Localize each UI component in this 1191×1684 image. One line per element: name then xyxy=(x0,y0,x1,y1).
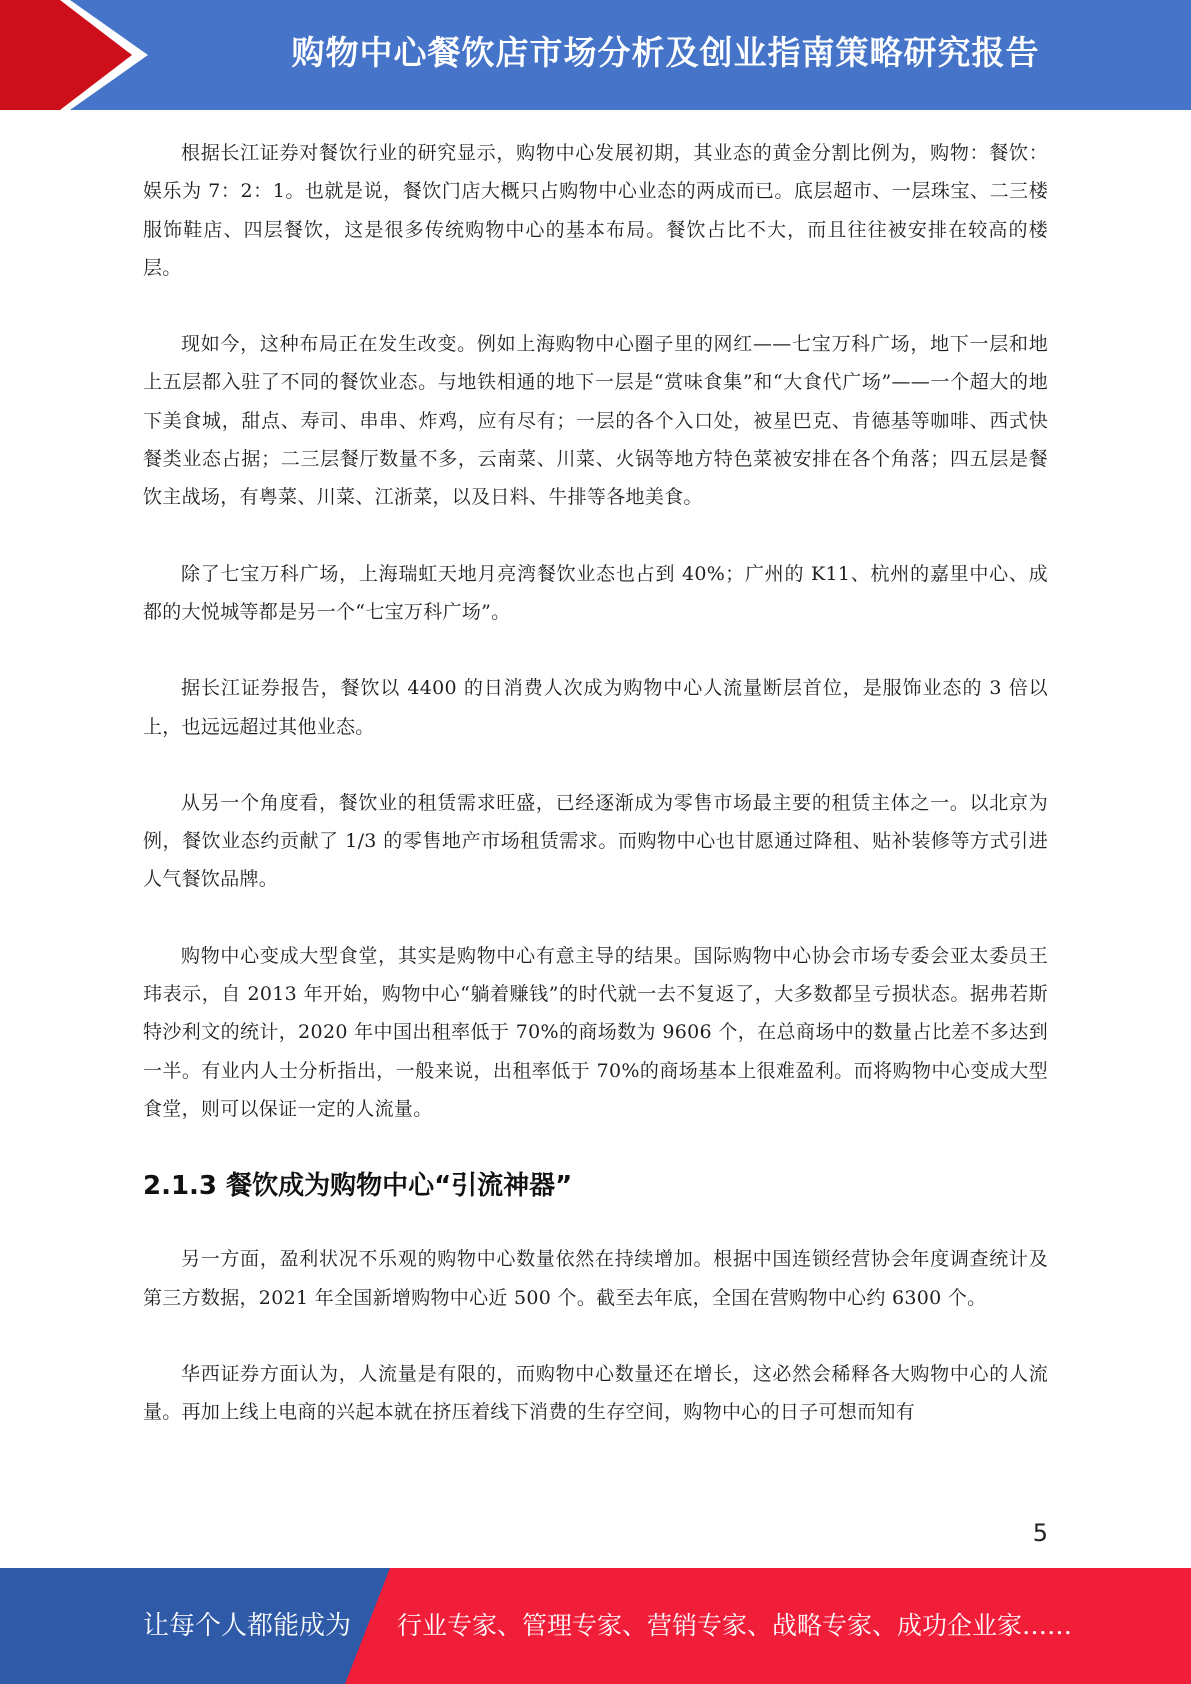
body-paragraph: 购物中心变成大型食堂，其实是购物中心有意主导的结果。国际购物中心协会市场专委会亚太委员王玮表示，自 2013 年开始，购物中心“躺着赚钱”的时代就一去不复返了，大多数都呈亏损状态。据弗若斯特沙利文的统计，2020 年中国出租率低于 70%的商场数为 9606 个，在总商场中的数量占比差不多达到一半。有业内人士分析指出，一般来说，出租率低于 70%的商场基本上很难盈利。而将购物中心变成大型食堂，则可以保证一定的人流量。 xyxy=(143,944,1048,1120)
body-paragraph: 除了七宝万科广场，上海瑞虹天地月亮湾餐饮业态也占到 40%；广州的 K11、杭州的嘉里中心、成都的大悦城等都是另一个“七宝万科广场”。 xyxy=(143,562,1048,623)
body-paragraph: 现如今，这种布局正在发生改变。例如上海购物中心圈子里的网红——七宝万科广场，地下一层和地上五层都入驻了不同的餐饮业态。与地铁相通的地下一层是“赏味食集”和“大食代广场”——一个超大的地下美食城，甜点、寿司、串串、炸鸡，应有尽有；一层的各个入口处，被星巴克、肯德基等咖啡、西式快餐类业态占据；二三层餐厅数量不多，云南菜、川菜、火锅等地方特色菜被安排在各个角落；四五层是餐饮主战场，有粤菜、川菜、江浙菜，以及日料、牛排等各地美食。 xyxy=(143,333,1048,509)
body-paragraph: 据长江证券报告，餐饮以 4400 的日消费人次成为购物中心人流量断层首位，是服饰业态的 3 倍以上，也远远超过其他业态。 xyxy=(143,677,1048,738)
page-number: 5 xyxy=(1032,1519,1048,1547)
body-paragraph: 从另一个角度看，餐饮业的租赁需求旺盛，已经逐渐成为零售市场最主要的租赁主体之一。以北京为例，餐饮业态约贡献了 1/3 的零售地产市场租赁需求。而购物中心也甘愿通过降租、贴补装修等方式引进人气餐饮品牌。 xyxy=(143,791,1048,891)
body-paragraph: 另一方面，盈利状况不乐观的购物中心数量依然在持续增加。根据中国连锁经营协会年度调查统计及第三方数据，2021 年全国新增购物中心近 500 个。截至去年底，全国在营购物中心约 6300 个。 xyxy=(143,1248,1048,1309)
section-heading: 2.1.3 餐饮成为购物中心“引流神器” xyxy=(143,1171,573,1202)
body-paragraph: 根据长江证券对餐饮行业的研究显示，购物中心发展初期，其业态的黄金分割比例为，购物：餐饮：娱乐为 7：2：1。也就是说，餐饮门店大概只占购物中心业态的两成而已。底层超市、一层珠宝、二三楼服饰鞋店、四层餐饮，这是很多传统购物中心的基本布局。餐饮占比不大，而且往往被安排在较高的楼层。 xyxy=(143,142,1048,279)
page-footer xyxy=(0,1568,1191,1684)
header-chevron-graphic xyxy=(0,0,160,110)
body-paragraph: 华西证券方面认为，人流量是有限的，而购物中心数量还在增长，这必然会稀释各大购物中心的人流量。再加上线上电商的兴起本就在挤压着线下消费的生存空间，购物中心的日子可想而知有 xyxy=(143,1362,1048,1424)
report-body xyxy=(143,134,1048,1469)
page-header xyxy=(0,0,1191,110)
header-chevron-red xyxy=(0,0,132,110)
footer-slogan: 让每个人都能成为 xyxy=(143,1611,352,1641)
footer-roles: 行业专家、管理专家、营销专家、战略专家、成功企业家…… xyxy=(397,1611,1073,1640)
document-title: 购物中心餐饮店市场分析及创业指南策略研究报告 xyxy=(291,33,1040,72)
